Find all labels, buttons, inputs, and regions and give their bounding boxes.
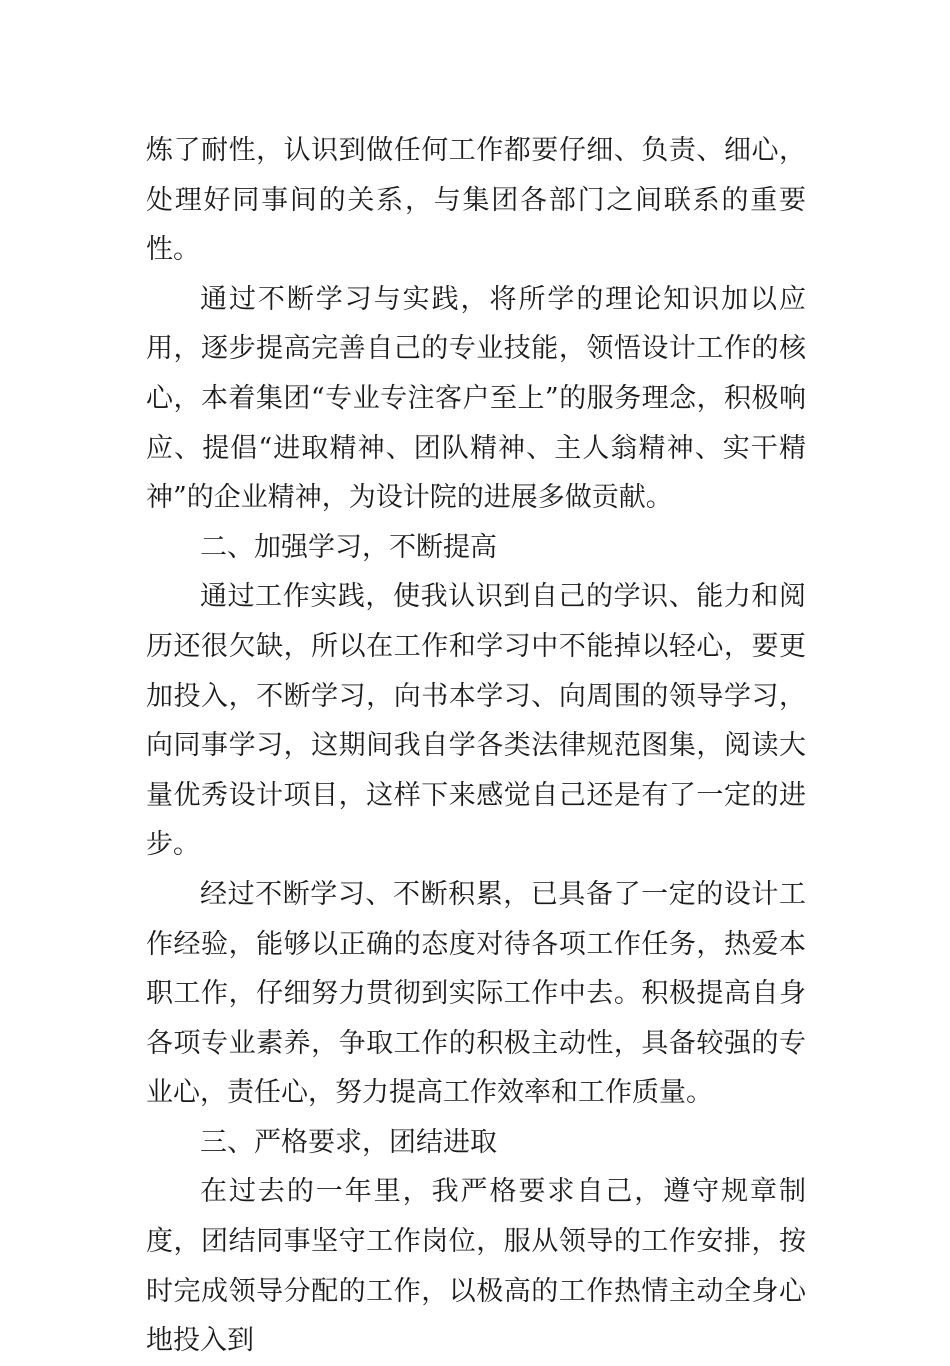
section-heading: 二、加强学习，不断提高 bbox=[200, 531, 497, 563]
paragraph: 在过去的一年里，我严格要求自己，遵守规章制度，团结同事坚守工作岗位，服从领导的工作安排，按时完成领导分配的工作，以极高的工作热情主动全身心地投入到 bbox=[146, 1176, 806, 1357]
paragraph-continuation: 炼了耐性，认识到做任何工作都要仔细、负责、细心，处理好同事间的关系，与集团各部门之间联系的重要性。 bbox=[146, 135, 806, 266]
section-heading: 三、严格要求，团结进取 bbox=[200, 1126, 497, 1158]
paragraph: 通过工作实践，使我认识到自己的学识、能力和阅历还很欠缺，所以在工作和学习中不能掉以轻心，要更加投入，不断学习，向书本学习、向周围的领导学习，向同事学习，这期间我自学各类法律规范图集，阅读大量优秀设计项目，这样下来感觉自己还是有了一定的进步。 bbox=[146, 581, 806, 861]
paragraph: 通过不断学习与实践，将所学的理论知识加以应用，逐步提高完善自己的专业技能，领悟设计工作的核心，本着集团“专业专注客户至上”的服务理念，积极响应、提倡“进取精神、团队精神、主人翁精神、实干精神”的企业精神，为设计院的进展多做贡献。 bbox=[146, 283, 806, 514]
paragraph: 经过不断学习、不断积累，已具备了一定的设计工作经验，能够以正确的态度对待各项工作任务，热爱本职工作，仔细努力贯彻到实际工作中去。积极提高自身各项专业素养，争取工作的积极主动性，具备较强的专业心，责任心，努力提高工作效率和工作质量。 bbox=[146, 878, 806, 1109]
document-body bbox=[146, 126, 806, 1366]
